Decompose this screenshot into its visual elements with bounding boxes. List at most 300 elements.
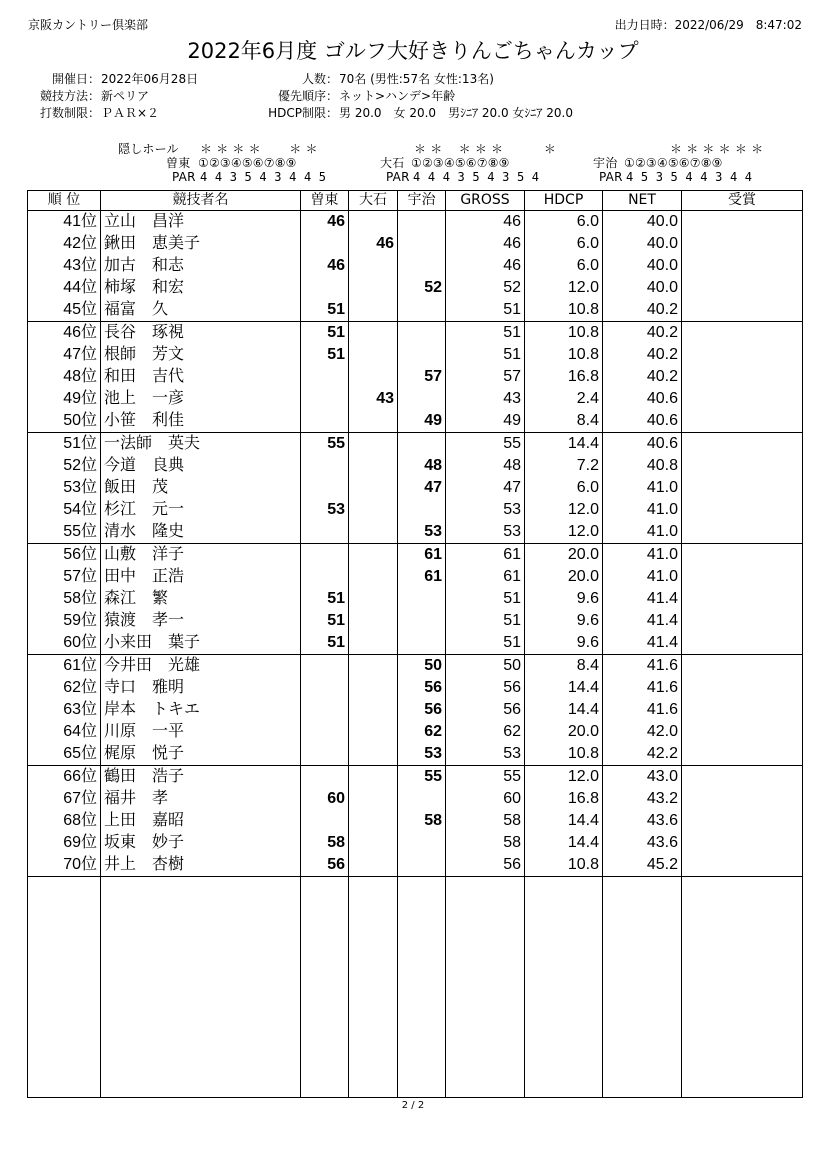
name-cell: 清水 隆史 <box>101 521 301 544</box>
award-cell <box>682 655 803 678</box>
net-cell: 43.2 <box>603 788 682 810</box>
oishi-score-cell <box>349 366 398 388</box>
empty-cell <box>28 877 101 1098</box>
name-cell: 和田 吉代 <box>101 366 301 388</box>
uji-score-cell: 49 <box>398 410 446 433</box>
rank-cell: 53位 <box>28 477 101 499</box>
priority-value: ネット>ハンデ>年齢 <box>339 89 456 103</box>
uji-score-cell: 61 <box>398 544 446 567</box>
net-cell: 40.2 <box>603 344 682 366</box>
sotou-score-cell <box>301 455 349 477</box>
page-number: 2 / 2 <box>401 1100 425 1111</box>
sotou-score-cell: 51 <box>301 588 349 610</box>
oishi-score-cell <box>349 743 398 766</box>
hdcp-cell: 20.0 <box>525 566 603 588</box>
sotou-score-cell: 51 <box>301 610 349 632</box>
gross-cell: 56 <box>446 699 525 721</box>
rank-cell: 54位 <box>28 499 101 521</box>
gross-cell: 51 <box>446 299 525 322</box>
rank-cell: 47位 <box>28 344 101 366</box>
course-2-holes: ①②③④⑤⑥⑦⑧⑨ <box>411 156 510 170</box>
sotou-score-cell <box>301 699 349 721</box>
name-cell: 今道 良典 <box>101 455 301 477</box>
table-row <box>28 854 803 877</box>
award-cell <box>682 632 803 655</box>
sotou-score-cell: 51 <box>301 322 349 345</box>
sotou-score-cell <box>301 721 349 743</box>
rank-cell: 49位 <box>28 388 101 410</box>
empty-cell <box>446 877 525 1098</box>
uji-score-cell: 47 <box>398 477 446 499</box>
award-cell <box>682 699 803 721</box>
net-cell: 40.2 <box>603 299 682 322</box>
name-cell: 川原 一平 <box>101 721 301 743</box>
col-sotou-header: 曽東 <box>301 191 349 211</box>
gross-cell: 49 <box>446 410 525 433</box>
course-2-par-label: PAR <box>386 170 410 184</box>
sotou-score-cell: 58 <box>301 832 349 854</box>
table-row <box>28 610 803 632</box>
net-cell: 45.2 <box>603 854 682 877</box>
name-cell: 坂東 妙子 <box>101 832 301 854</box>
rank-cell: 44位 <box>28 277 101 299</box>
gross-cell: 56 <box>446 854 525 877</box>
uji-score-cell <box>398 632 446 655</box>
count-value: 70名 (男性:57名 女性:13名) <box>339 72 494 86</box>
table-row <box>28 499 803 521</box>
date-label: 開催日： <box>51 72 100 86</box>
award-cell <box>682 366 803 388</box>
club-name: 京阪カントリー倶楽部 <box>28 18 149 32</box>
uji-score-cell: 50 <box>398 655 446 678</box>
hdcp-cell: 7.2 <box>525 455 603 477</box>
award-cell <box>682 299 803 322</box>
name-cell: 杉江 元一 <box>101 499 301 521</box>
course-3-holes: ①②③④⑤⑥⑦⑧⑨ <box>624 156 723 170</box>
uji-score-cell: 61 <box>398 566 446 588</box>
col-award-header: 受賞 <box>682 191 803 211</box>
gross-cell: 53 <box>446 743 525 766</box>
hdcp-limit-label: HDCP制限： <box>268 106 338 120</box>
name-cell: 岸本 トキエ <box>101 699 301 721</box>
oishi-score-cell <box>349 521 398 544</box>
limit-value: ＰＡＲ×２ <box>101 106 160 120</box>
name-cell: 猿渡 孝一 <box>101 610 301 632</box>
limit-label: 打数制限： <box>39 106 100 120</box>
method-label: 競技方法： <box>39 89 100 103</box>
sotou-score-cell <box>301 677 349 699</box>
award-cell <box>682 211 803 234</box>
name-cell: 柿塚 和宏 <box>101 277 301 299</box>
name-cell: 上田 嘉昭 <box>101 810 301 832</box>
uji-score-cell <box>398 854 446 877</box>
name-cell: 池上 一彦 <box>101 388 301 410</box>
rank-cell: 62位 <box>28 677 101 699</box>
table-row <box>28 233 803 255</box>
empty-cell <box>349 877 398 1098</box>
oishi-score-cell <box>349 610 398 632</box>
oishi-score-cell <box>349 277 398 299</box>
net-cell: 41.4 <box>603 610 682 632</box>
name-cell: 梶原 悦子 <box>101 743 301 766</box>
page-title: 2022年6月度 ゴルフ大好きりんごちゃんカップ <box>187 39 639 63</box>
oishi-score-cell <box>349 566 398 588</box>
award-cell <box>682 832 803 854</box>
net-cell: 43.6 <box>603 810 682 832</box>
method-value: 新ペリア <box>101 89 150 103</box>
table-row <box>28 743 803 766</box>
gross-cell: 48 <box>446 455 525 477</box>
award-cell <box>682 410 803 433</box>
rank-cell: 68位 <box>28 810 101 832</box>
gross-cell: 51 <box>446 322 525 345</box>
gross-cell: 50 <box>446 655 525 678</box>
course-2-pars: 4 4 4 3 5 4 3 5 4 <box>413 170 540 184</box>
oishi-score-cell <box>349 211 398 234</box>
hdcp-cell: 2.4 <box>525 388 603 410</box>
sotou-score-cell <box>301 544 349 567</box>
name-cell: 鍬田 恵美子 <box>101 233 301 255</box>
oishi-score-cell <box>349 544 398 567</box>
rank-cell: 41位 <box>28 211 101 234</box>
hdcp-cell: 12.0 <box>525 277 603 299</box>
rank-cell: 45位 <box>28 299 101 322</box>
hdcp-cell: 12.0 <box>525 766 603 789</box>
gross-cell: 43 <box>446 388 525 410</box>
hdcp-cell: 9.6 <box>525 632 603 655</box>
oishi-score-cell: 46 <box>349 233 398 255</box>
oishi-score-cell <box>349 788 398 810</box>
table-row <box>28 388 803 410</box>
gross-cell: 55 <box>446 433 525 456</box>
oishi-score-cell <box>349 699 398 721</box>
oishi-score-cell <box>349 344 398 366</box>
oishi-score-cell <box>349 832 398 854</box>
sotou-score-cell <box>301 477 349 499</box>
net-cell: 40.2 <box>603 322 682 345</box>
course-1-pars: 4 4 3 5 4 3 4 4 5 <box>200 170 327 184</box>
rank-cell: 46位 <box>28 322 101 345</box>
table-row <box>28 810 803 832</box>
oishi-score-cell: 43 <box>349 388 398 410</box>
table-row <box>28 632 803 655</box>
gross-cell: 53 <box>446 521 525 544</box>
award-cell <box>682 255 803 277</box>
course-3-name: 宇治 <box>593 156 618 170</box>
net-cell: 40.0 <box>603 277 682 299</box>
table-row <box>28 521 803 544</box>
uji-score-cell <box>398 322 446 345</box>
award-cell <box>682 610 803 632</box>
oishi-score-cell <box>349 299 398 322</box>
course-3-par-label: PAR <box>599 170 623 184</box>
net-cell: 43.6 <box>603 832 682 854</box>
sotou-score-cell: 46 <box>301 255 349 277</box>
course-3-pars: 4 5 3 5 4 4 3 4 4 <box>626 170 753 184</box>
sotou-score-cell <box>301 410 349 433</box>
award-cell <box>682 499 803 521</box>
uji-score-cell <box>398 433 446 456</box>
hdcp-cell: 14.4 <box>525 699 603 721</box>
results-table <box>27 190 803 1098</box>
table-row <box>28 588 803 610</box>
award-cell <box>682 233 803 255</box>
gross-cell: 46 <box>446 211 525 234</box>
table-row <box>28 344 803 366</box>
table-row <box>28 477 803 499</box>
sotou-score-cell: 53 <box>301 499 349 521</box>
net-cell: 40.8 <box>603 455 682 477</box>
course-3-stars: ＊ ＊ ＊ ＊ ＊ ＊ <box>670 142 764 156</box>
table-row <box>28 766 803 789</box>
gross-cell: 58 <box>446 832 525 854</box>
award-cell <box>682 566 803 588</box>
table-row <box>28 366 803 388</box>
net-cell: 41.4 <box>603 632 682 655</box>
hdcp-cell: 20.0 <box>525 721 603 743</box>
hdcp-cell: 9.6 <box>525 610 603 632</box>
sotou-score-cell <box>301 388 349 410</box>
rank-cell: 63位 <box>28 699 101 721</box>
hdcp-limit-value: 男 20.0 女 20.0 男ｼﾆｱ 20.0 女ｼﾆｱ 20.0 <box>339 106 573 120</box>
hdcp-cell: 6.0 <box>525 233 603 255</box>
col-hdcp-header: HDCP <box>525 191 603 211</box>
net-cell: 41.0 <box>603 544 682 567</box>
col-name-header: 競技者名 <box>101 191 301 211</box>
empty-cell <box>301 877 349 1098</box>
empty-cell <box>603 877 682 1098</box>
uji-score-cell <box>398 610 446 632</box>
award-cell <box>682 788 803 810</box>
gross-cell: 56 <box>446 677 525 699</box>
award-cell <box>682 677 803 699</box>
gross-cell: 51 <box>446 632 525 655</box>
oishi-score-cell <box>349 455 398 477</box>
gross-cell: 55 <box>446 766 525 789</box>
oishi-score-cell <box>349 810 398 832</box>
table-row <box>28 566 803 588</box>
uji-score-cell: 53 <box>398 521 446 544</box>
rank-cell: 52位 <box>28 455 101 477</box>
course-2-stars: ＊ ＊ ＊ ＊ ＊ ＊ <box>414 142 557 156</box>
rank-cell: 43位 <box>28 255 101 277</box>
sotou-score-cell <box>301 366 349 388</box>
name-cell: 小笹 利佳 <box>101 410 301 433</box>
name-cell: 山敷 洋子 <box>101 544 301 567</box>
name-cell: 根師 芳文 <box>101 344 301 366</box>
table-row <box>28 277 803 299</box>
oishi-score-cell <box>349 410 398 433</box>
uji-score-cell: 53 <box>398 743 446 766</box>
sotou-score-cell: 51 <box>301 344 349 366</box>
gross-cell: 61 <box>446 544 525 567</box>
uji-score-cell: 58 <box>398 810 446 832</box>
award-cell <box>682 721 803 743</box>
uji-score-cell <box>398 233 446 255</box>
rank-cell: 42位 <box>28 233 101 255</box>
uji-score-cell <box>398 211 446 234</box>
sotou-score-cell: 51 <box>301 299 349 322</box>
net-cell: 40.2 <box>603 366 682 388</box>
oishi-score-cell <box>349 588 398 610</box>
uji-score-cell <box>398 499 446 521</box>
sotou-score-cell: 51 <box>301 632 349 655</box>
hidden-holes-label: 隠しホール <box>118 142 179 156</box>
award-cell <box>682 588 803 610</box>
count-label: 人数： <box>301 72 338 86</box>
rank-cell: 48位 <box>28 366 101 388</box>
net-cell: 40.0 <box>603 233 682 255</box>
table-row <box>28 211 803 234</box>
gross-cell: 62 <box>446 721 525 743</box>
hdcp-cell: 12.0 <box>525 521 603 544</box>
table-row <box>28 455 803 477</box>
hdcp-cell: 10.8 <box>525 854 603 877</box>
oishi-score-cell <box>349 322 398 345</box>
uji-score-cell: 52 <box>398 277 446 299</box>
gross-cell: 57 <box>446 366 525 388</box>
gross-cell: 61 <box>446 566 525 588</box>
name-cell: 今井田 光雄 <box>101 655 301 678</box>
rank-cell: 59位 <box>28 610 101 632</box>
sotou-score-cell <box>301 233 349 255</box>
net-cell: 40.0 <box>603 255 682 277</box>
sotou-score-cell <box>301 743 349 766</box>
course-1-name: 曽東 <box>166 156 191 170</box>
table-row <box>28 655 803 678</box>
net-cell: 41.4 <box>603 588 682 610</box>
name-cell: 寺口 雅明 <box>101 677 301 699</box>
award-cell <box>682 433 803 456</box>
oishi-score-cell <box>349 655 398 678</box>
award-cell <box>682 544 803 567</box>
rank-cell: 60位 <box>28 632 101 655</box>
sotou-score-cell <box>301 521 349 544</box>
table-row <box>28 410 803 433</box>
uji-score-cell <box>398 588 446 610</box>
name-cell: 鶴田 浩子 <box>101 766 301 789</box>
table-row <box>28 699 803 721</box>
print-timestamp: 出力日時：2022/06/29 8:47:02 <box>614 18 802 32</box>
uji-score-cell: 56 <box>398 699 446 721</box>
col-net-header: NET <box>603 191 682 211</box>
hdcp-cell: 14.4 <box>525 832 603 854</box>
course-2-name: 大石 <box>380 156 405 170</box>
col-uji-header: 宇治 <box>398 191 446 211</box>
name-cell: 森江 繁 <box>101 588 301 610</box>
uji-score-cell: 62 <box>398 721 446 743</box>
oishi-score-cell <box>349 677 398 699</box>
net-cell: 41.0 <box>603 566 682 588</box>
gross-cell: 46 <box>446 233 525 255</box>
uji-score-cell: 48 <box>398 455 446 477</box>
uji-score-cell <box>398 255 446 277</box>
hdcp-cell: 6.0 <box>525 211 603 234</box>
sotou-score-cell: 46 <box>301 211 349 234</box>
net-cell: 40.6 <box>603 410 682 433</box>
col-rank-header: 順 位 <box>28 191 101 211</box>
hdcp-cell: 14.4 <box>525 677 603 699</box>
hdcp-cell: 10.8 <box>525 344 603 366</box>
hdcp-cell: 8.4 <box>525 410 603 433</box>
empty-cell <box>525 877 603 1098</box>
table-row <box>28 721 803 743</box>
table-row <box>28 433 803 456</box>
empty-cell <box>101 877 301 1098</box>
oishi-score-cell <box>349 433 398 456</box>
gross-cell: 46 <box>446 255 525 277</box>
net-cell: 41.6 <box>603 699 682 721</box>
award-cell <box>682 766 803 789</box>
award-cell <box>682 743 803 766</box>
table-row <box>28 322 803 345</box>
table-row <box>28 255 803 277</box>
gross-cell: 51 <box>446 344 525 366</box>
col-oishi-header: 大石 <box>349 191 398 211</box>
course-1-holes: ①②③④⑤⑥⑦⑧⑨ <box>198 156 297 170</box>
sotou-score-cell <box>301 810 349 832</box>
table-row <box>28 677 803 699</box>
name-cell: 井上 杏樹 <box>101 854 301 877</box>
hdcp-cell: 16.8 <box>525 366 603 388</box>
gross-cell: 52 <box>446 277 525 299</box>
rank-cell: 61位 <box>28 655 101 678</box>
uji-score-cell <box>398 788 446 810</box>
rank-cell: 67位 <box>28 788 101 810</box>
rank-cell: 65位 <box>28 743 101 766</box>
priority-label: 優先順序： <box>277 89 338 103</box>
rank-cell: 66位 <box>28 766 101 789</box>
hdcp-cell: 10.8 <box>525 322 603 345</box>
gross-cell: 51 <box>446 588 525 610</box>
table-row <box>28 299 803 322</box>
award-cell <box>682 344 803 366</box>
gross-cell: 58 <box>446 810 525 832</box>
course-1-stars: ＊ ＊ ＊ ＊ ＊ ＊ <box>200 142 318 156</box>
name-cell: 福富 久 <box>101 299 301 322</box>
sotou-score-cell <box>301 655 349 678</box>
hdcp-cell: 16.8 <box>525 788 603 810</box>
sotou-score-cell: 56 <box>301 854 349 877</box>
award-cell <box>682 322 803 345</box>
hdcp-cell: 10.8 <box>525 743 603 766</box>
rank-cell: 64位 <box>28 721 101 743</box>
sotou-score-cell <box>301 277 349 299</box>
oishi-score-cell <box>349 477 398 499</box>
award-cell <box>682 388 803 410</box>
table-row <box>28 544 803 567</box>
uji-score-cell <box>398 299 446 322</box>
empty-cell <box>682 877 803 1098</box>
name-cell: 長谷 琢視 <box>101 322 301 345</box>
uji-score-cell <box>398 344 446 366</box>
hdcp-cell: 10.8 <box>525 299 603 322</box>
hdcp-cell: 12.0 <box>525 499 603 521</box>
table-empty-area <box>28 877 803 1098</box>
award-cell <box>682 810 803 832</box>
gross-cell: 60 <box>446 788 525 810</box>
award-cell <box>682 854 803 877</box>
net-cell: 40.6 <box>603 433 682 456</box>
uji-score-cell <box>398 832 446 854</box>
oishi-score-cell <box>349 721 398 743</box>
net-cell: 40.0 <box>603 211 682 234</box>
sotou-score-cell <box>301 766 349 789</box>
name-cell: 一法師 英夫 <box>101 433 301 456</box>
course-1-par-label: PAR <box>172 170 196 184</box>
oishi-score-cell <box>349 854 398 877</box>
hdcp-cell: 20.0 <box>525 544 603 567</box>
